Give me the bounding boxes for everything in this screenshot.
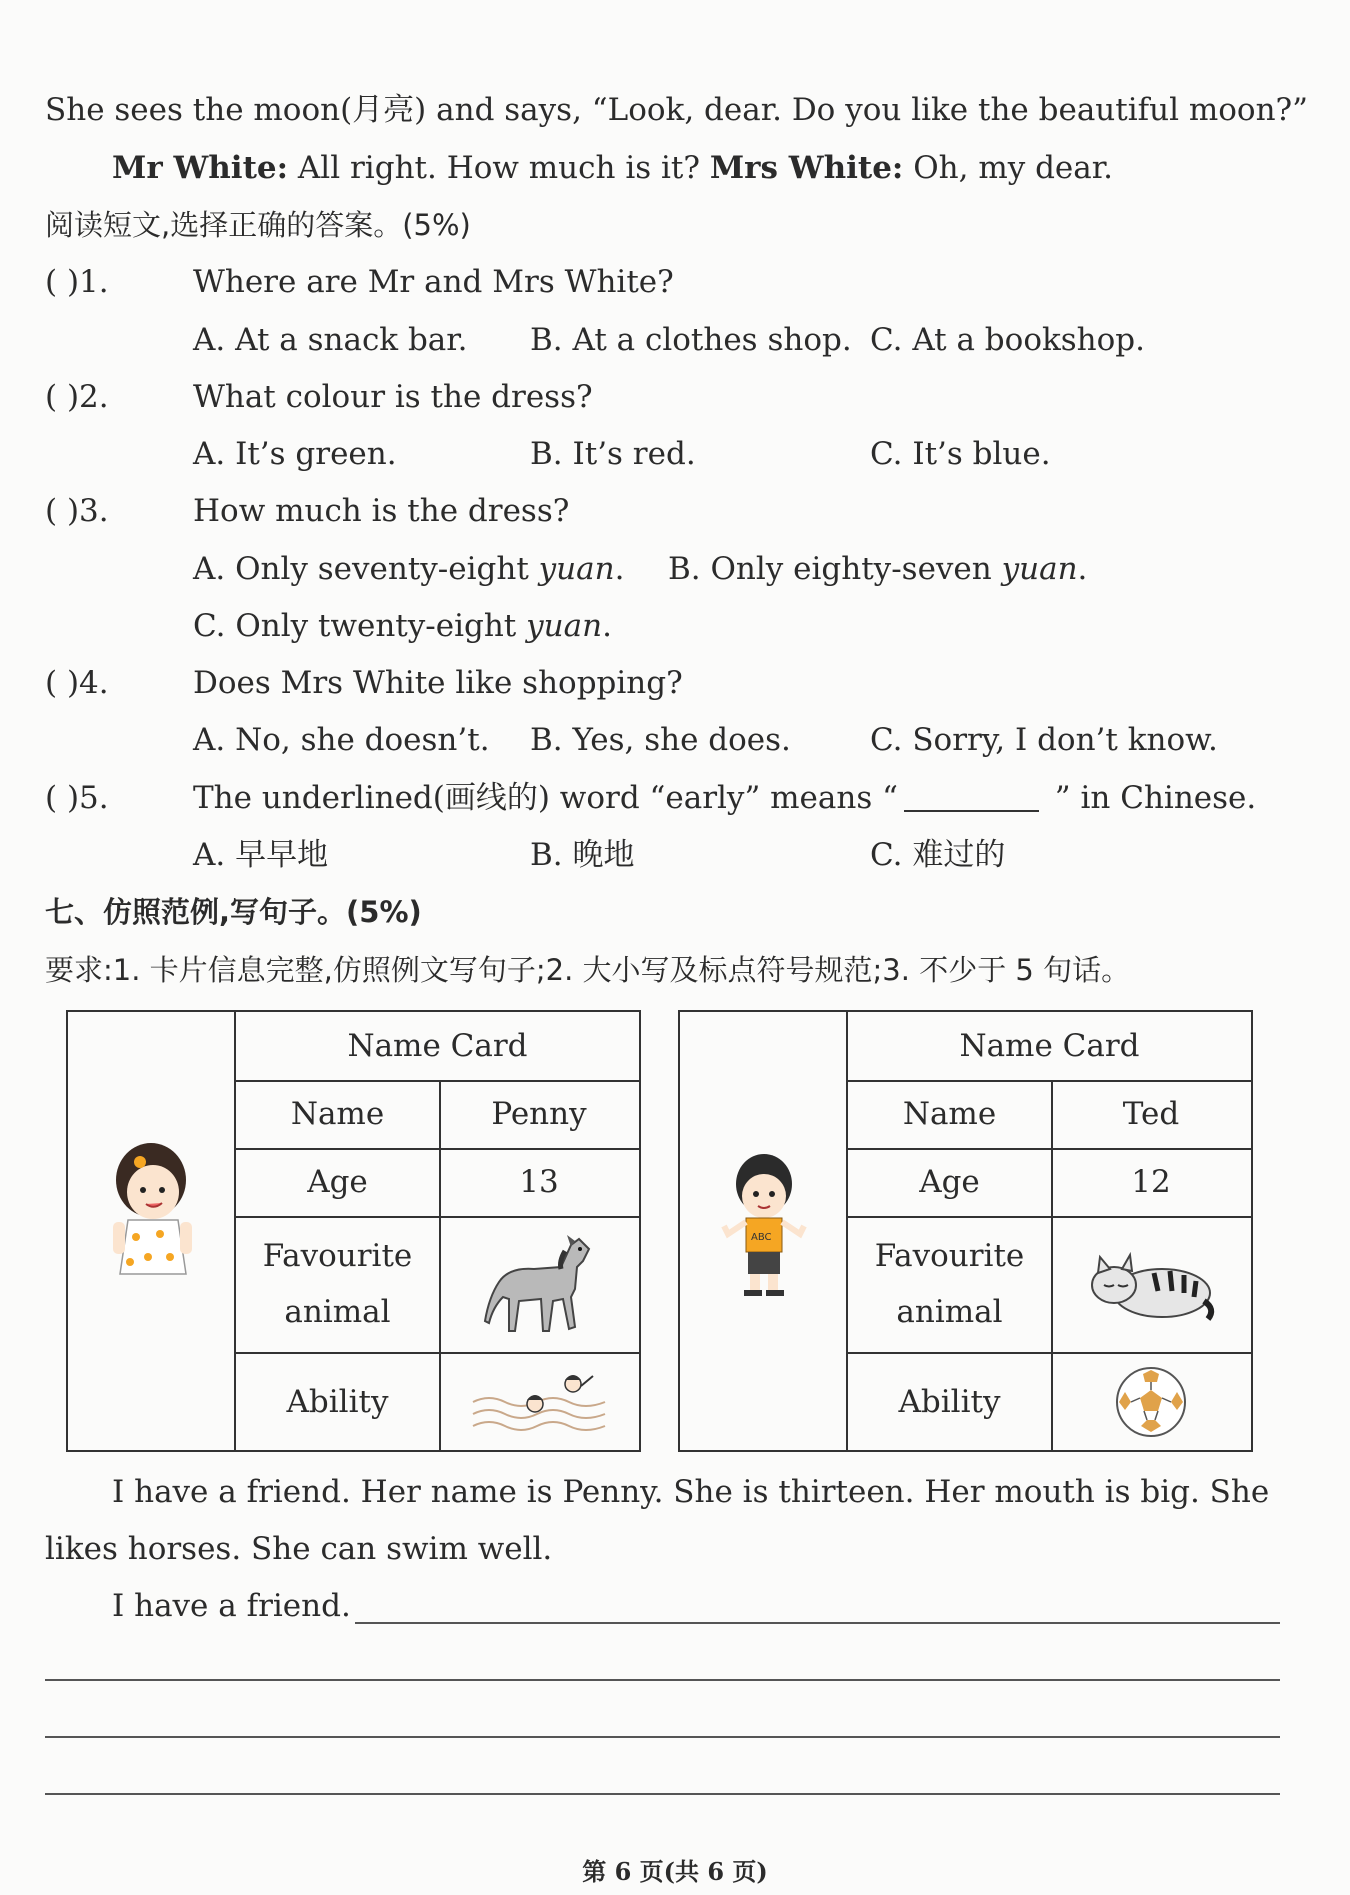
write-start: I have a friend. bbox=[112, 1588, 351, 1624]
q5-option-b: B. 晚地 bbox=[530, 837, 635, 873]
girl-icon bbox=[68, 1012, 236, 1450]
q2-option-c: C. It’s blue. bbox=[870, 436, 1051, 472]
q2-option-b: B. It’s red. bbox=[530, 436, 696, 472]
age-label: Age bbox=[848, 1148, 1053, 1216]
swimming-icon bbox=[439, 1352, 639, 1452]
name-value: Ted bbox=[1122, 1096, 1180, 1132]
speaker-mrs-white: Mrs White: bbox=[709, 150, 904, 186]
q4-option-c: C. Sorry, I don’t know. bbox=[870, 722, 1218, 758]
q1-option-b: B. At a clothes shop. bbox=[530, 322, 852, 358]
speaker-mr-white: Mr White: bbox=[112, 150, 289, 186]
answer-paren-1[interactable]: ( )1. bbox=[45, 264, 109, 300]
question-3 bbox=[45, 491, 569, 531]
question-text-4: Does Mrs White like shopping? bbox=[193, 665, 683, 701]
card-title: Name Card bbox=[236, 1012, 639, 1082]
q5-option-a: A. 早早地 bbox=[193, 837, 329, 873]
name-card-penny bbox=[66, 1010, 641, 1452]
q3-option-a bbox=[193, 549, 624, 589]
q3-option-b-end: . bbox=[1077, 551, 1088, 587]
age-value: 13 bbox=[519, 1164, 559, 1200]
question-text-2: What colour is the dress? bbox=[193, 379, 593, 415]
writing-line-4[interactable] bbox=[45, 1793, 1280, 1795]
favourite-animal-label bbox=[848, 1216, 1053, 1352]
name-row bbox=[236, 1080, 639, 1150]
q3-option-a-end: . bbox=[614, 551, 625, 587]
name-label: Name bbox=[236, 1080, 441, 1148]
name-value: Penny bbox=[491, 1096, 587, 1132]
card-title: Name Card bbox=[848, 1012, 1251, 1082]
q1-option-c: C. At a bookshop. bbox=[870, 322, 1146, 358]
q3-option-c-unit: yuan bbox=[526, 608, 603, 644]
question-text-5b: ” in Chinese. bbox=[1044, 780, 1257, 816]
q3-option-c-end: . bbox=[602, 608, 612, 644]
ability-label: Ability bbox=[236, 1352, 441, 1452]
favourite-animal-label bbox=[236, 1216, 441, 1352]
favourite-label-line2: animal bbox=[896, 1294, 1003, 1330]
reading-instruction: 阅读短文,选择正确的答案。(5%) bbox=[45, 208, 471, 242]
q4-option-a: A. No, she doesn’t. bbox=[193, 722, 490, 758]
football-icon bbox=[1051, 1352, 1251, 1452]
age-value: 12 bbox=[1131, 1164, 1171, 1200]
answer-paren-3[interactable]: ( )3. bbox=[45, 493, 109, 529]
writing-line-1[interactable] bbox=[355, 1622, 1280, 1624]
question-text-1: Where are Mr and Mrs White? bbox=[193, 264, 674, 300]
ability-row bbox=[848, 1352, 1251, 1452]
q3-option-c-text: C. Only twenty-eight bbox=[193, 608, 527, 644]
q1-option-a: A. At a snack bar. bbox=[193, 322, 468, 358]
age-row bbox=[848, 1148, 1251, 1218]
favourite-label-line1: Favourite bbox=[262, 1238, 413, 1274]
q5-option-c: C. 难过的 bbox=[870, 837, 1006, 873]
q3-option-b bbox=[668, 549, 1087, 589]
dialog-line bbox=[112, 148, 1113, 188]
story-line: She sees the moon(月亮) and says, “Look, dear. Do you like the beautiful moon?” bbox=[45, 92, 1309, 128]
name-label: Name bbox=[848, 1080, 1053, 1148]
q2-option-a: A. It’s green. bbox=[193, 436, 397, 472]
name-row bbox=[848, 1080, 1251, 1150]
question-5 bbox=[45, 778, 1256, 818]
favourite-animal-row bbox=[236, 1216, 639, 1354]
favourite-label-line2: animal bbox=[284, 1294, 391, 1330]
answer-paren-2[interactable]: ( )2. bbox=[45, 379, 109, 415]
answer-blank[interactable] bbox=[904, 780, 1039, 812]
writing-line-2[interactable] bbox=[45, 1679, 1280, 1681]
name-card-ted bbox=[678, 1010, 1253, 1452]
favourite-label-line1: Favourite bbox=[874, 1238, 1025, 1274]
question-2 bbox=[45, 377, 593, 417]
example-line-2: likes horses. She can swim well. bbox=[45, 1531, 553, 1567]
cat-icon bbox=[1051, 1216, 1251, 1352]
q3-option-b-text: B. Only eighty-seven bbox=[668, 551, 1002, 587]
q4-option-b: B. Yes, she does. bbox=[530, 722, 791, 758]
question-text-5a: The underlined(画线的) word “early” means “ bbox=[193, 780, 898, 816]
question-text-3: How much is the dress? bbox=[193, 493, 570, 529]
svg-text:ABC: ABC bbox=[751, 1232, 772, 1243]
age-row bbox=[236, 1148, 639, 1218]
question-4 bbox=[45, 663, 683, 703]
answer-paren-4[interactable]: ( )4. bbox=[45, 665, 109, 701]
section-7-title: 七、仿照范例,写句子。(5%) bbox=[45, 895, 422, 929]
q3-option-a-text: A. Only seventy-eight bbox=[193, 551, 539, 587]
dialog-text-1: All right. How much is it? bbox=[288, 150, 710, 186]
ability-row bbox=[236, 1352, 639, 1452]
writing-line-3[interactable] bbox=[45, 1736, 1280, 1738]
ability-label: Ability bbox=[848, 1352, 1053, 1452]
boy-icon bbox=[680, 1012, 848, 1450]
page-footer: 第 6 页(共 6 页) bbox=[582, 1857, 768, 1886]
q3-option-a-unit: yuan bbox=[538, 551, 615, 587]
q3-option-c bbox=[193, 606, 612, 646]
favourite-animal-row bbox=[848, 1216, 1251, 1354]
q3-option-b-unit: yuan bbox=[1001, 551, 1078, 587]
answer-paren-5[interactable]: ( )5. bbox=[45, 780, 109, 816]
age-label: Age bbox=[236, 1148, 441, 1216]
horse-icon bbox=[439, 1216, 639, 1352]
dialog-text-2: Oh, my dear. bbox=[903, 150, 1114, 186]
section-7-requirement: 要求:1. 卡片信息完整,仿照例文写句子;2. 大小写及标点符号规范;3. 不少于 5 句话。 bbox=[45, 953, 1131, 987]
example-line-1: I have a friend. Her name is Penny. She is thirteen. Her mouth is big. She bbox=[112, 1474, 1270, 1510]
question-1 bbox=[45, 262, 674, 302]
